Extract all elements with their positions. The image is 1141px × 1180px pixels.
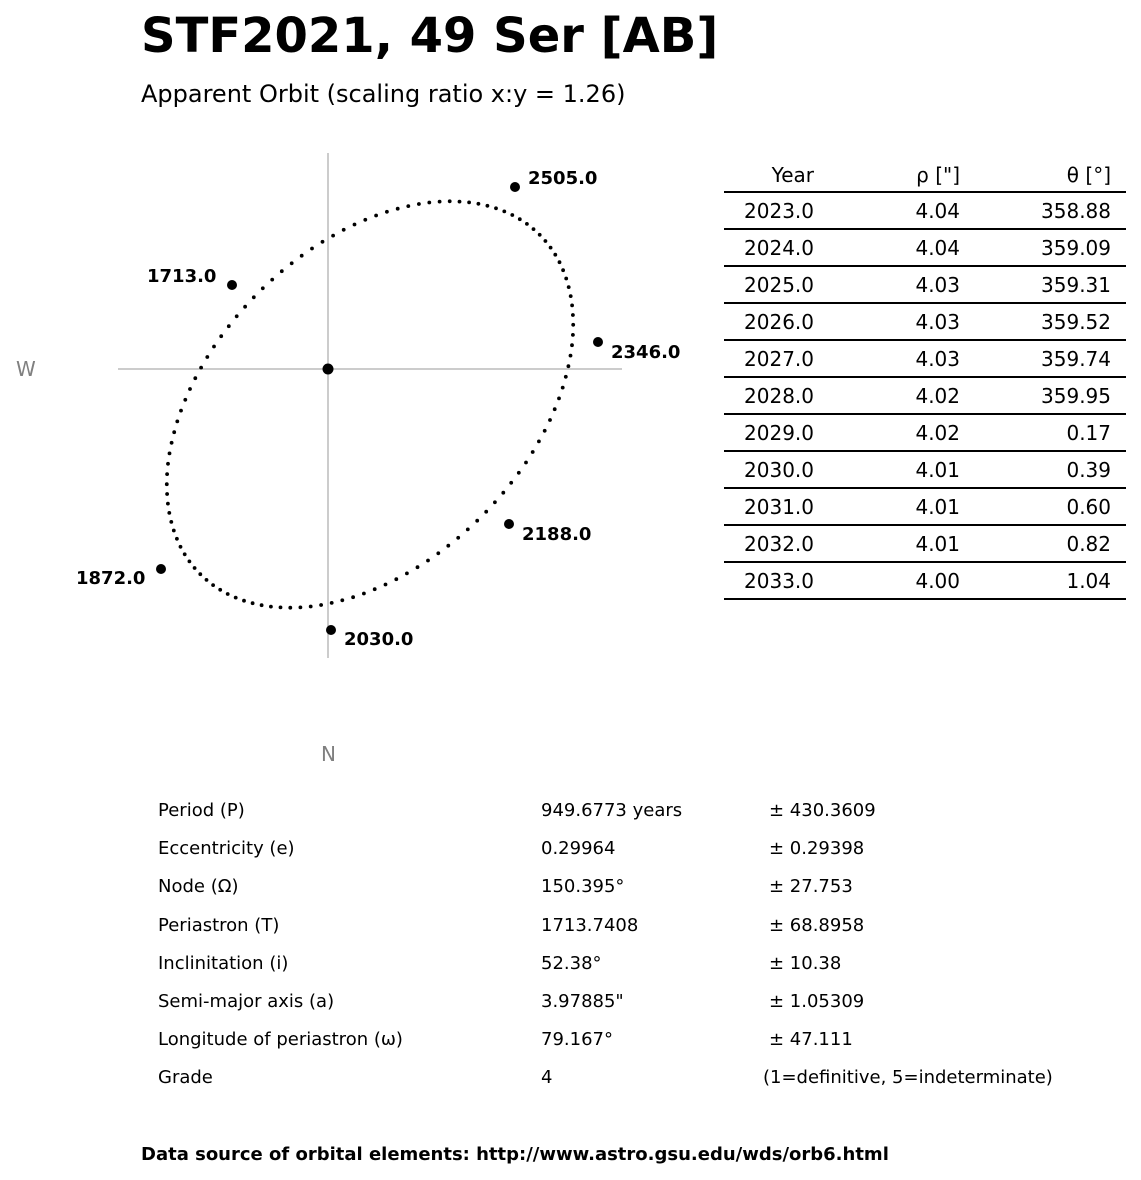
orbit-dot — [300, 254, 304, 258]
orbit-dot — [484, 510, 488, 514]
year-cell: 2033.0 — [724, 562, 814, 599]
orbit-dot — [518, 217, 522, 221]
year-cell: 2023.0 — [724, 192, 814, 229]
table-row — [724, 414, 1126, 451]
rho-cell: 4.00 — [814, 562, 960, 599]
orbit-dot — [438, 200, 442, 204]
element-error: ± 27.753 — [769, 876, 853, 898]
orbit-dot — [170, 441, 174, 445]
orbit-dot — [564, 375, 568, 379]
orbit-dot — [288, 606, 292, 610]
orbit-dot — [188, 560, 192, 564]
theta-cell: 0.60 — [960, 488, 1126, 525]
orbit-dot — [212, 345, 216, 349]
orbit-dot — [172, 430, 176, 434]
theta-header: θ [°] — [960, 158, 1126, 192]
orbit-dot — [351, 595, 355, 599]
rho-cell: 4.04 — [814, 192, 960, 229]
orbit-dot — [486, 204, 490, 208]
orbit-dot — [290, 261, 294, 265]
orbit-dot — [242, 599, 246, 603]
epoch-label: 1872.0 — [76, 568, 146, 589]
orbit-dot — [405, 572, 409, 576]
table-row — [724, 377, 1126, 414]
orbit-dot — [567, 285, 571, 289]
orbit-dot — [502, 210, 506, 214]
orbit-dot — [571, 323, 575, 327]
orbit-dot — [270, 278, 274, 282]
element-error: ± 430.3609 — [769, 800, 876, 821]
element-name: Period (P) — [158, 800, 245, 821]
element-value: 79.167° — [541, 1029, 613, 1051]
orbit-dot — [165, 472, 169, 476]
rho-cell: 4.03 — [814, 340, 960, 377]
element-value: 52.38° — [541, 952, 602, 974]
orbit-dot — [198, 572, 202, 576]
orbit-dot — [570, 304, 574, 308]
orbit-dot — [427, 201, 431, 205]
orbit-dot — [493, 500, 497, 504]
orbit-dot — [280, 269, 284, 273]
orbit-dot — [261, 286, 265, 290]
orbit-dot — [183, 552, 187, 556]
orbit-dot — [532, 227, 536, 231]
orbit-dot — [436, 551, 440, 555]
year-cell: 2031.0 — [724, 488, 814, 525]
orbit-dot — [384, 583, 388, 587]
orbit-dot — [211, 583, 215, 587]
year-header: Year — [724, 158, 814, 192]
element-error: ± 68.8958 — [769, 914, 865, 936]
element-name: Semi-major axis (a) — [158, 990, 335, 1012]
orbit-dot — [561, 268, 565, 272]
data-source-note: Data source of orbital elements: http://www.astro.gsu.edu/wds/orb6.html — [141, 1144, 889, 1165]
rho-cell: 4.03 — [814, 303, 960, 340]
rho-cell: 4.01 — [814, 451, 960, 488]
orbit-dot — [564, 277, 568, 281]
orbit-dot — [446, 544, 450, 548]
orbit-dot — [330, 601, 334, 605]
rho-cell: 4.01 — [814, 525, 960, 562]
orbit-dot — [557, 397, 561, 401]
orbit-dot — [501, 491, 505, 495]
orbit-dot — [169, 520, 173, 524]
year-cell: 2032.0 — [724, 525, 814, 562]
orbit-dot — [494, 206, 498, 210]
orbit-dot — [362, 592, 366, 596]
orbit-dot — [571, 313, 575, 317]
orbit-dot — [310, 247, 314, 251]
orbit-dot — [205, 578, 209, 582]
orbit-dot — [544, 239, 548, 243]
element-error: ± 10.38 — [769, 952, 842, 974]
orbit-dot — [475, 519, 479, 523]
ephemeris-table — [724, 158, 1126, 600]
epoch-marker — [326, 625, 336, 635]
orbit-dot — [321, 240, 325, 244]
epoch-marker — [593, 337, 603, 347]
table-row — [724, 192, 1126, 229]
orbit-dot — [226, 592, 230, 596]
orbit-dot — [538, 233, 542, 237]
epoch-markers — [76, 168, 680, 650]
orbit-dot — [319, 603, 323, 607]
orbit-dot — [466, 528, 470, 532]
element-error: ± 47.111 — [769, 1029, 853, 1051]
theta-cell: 358.88 — [960, 192, 1126, 229]
theta-cell: 359.52 — [960, 303, 1126, 340]
orbit-dot — [567, 364, 571, 368]
element-name: Inclinitation (i) — [158, 952, 289, 974]
theta-cell: 1.04 — [960, 562, 1126, 599]
orbit-dot — [553, 407, 557, 411]
orbit-dot — [373, 587, 377, 591]
orbit-dot — [179, 545, 183, 549]
orbit-dot — [279, 606, 283, 610]
orbit-dot — [252, 295, 256, 299]
element-value: 1713.7408 — [541, 914, 639, 936]
orbit-dot — [251, 601, 255, 605]
ephemeris-header-row — [724, 158, 1126, 192]
epoch-marker — [510, 182, 520, 192]
orbit-dot — [456, 536, 460, 540]
table-row — [724, 229, 1126, 266]
orbit-dot — [396, 207, 400, 211]
epoch-marker — [156, 564, 166, 574]
table-row — [724, 266, 1126, 303]
orbit-dot — [549, 246, 553, 250]
orbit-dot — [385, 210, 389, 214]
orbit-dot — [193, 376, 197, 380]
theta-cell: 359.74 — [960, 340, 1126, 377]
orbit-dot — [269, 605, 273, 609]
element-name: Longitude of periastron (ω) — [158, 1029, 403, 1051]
orbit-dot — [188, 387, 192, 391]
orbit-dot — [340, 598, 344, 602]
table-row — [724, 340, 1126, 377]
orbit-dot — [218, 588, 222, 592]
rho-cell: 4.01 — [814, 488, 960, 525]
orbit-dot — [172, 529, 176, 533]
theta-cell: 359.95 — [960, 377, 1126, 414]
orbit-dot — [524, 461, 528, 465]
orbit-dot — [342, 228, 346, 232]
orbit-dot — [569, 354, 573, 358]
year-cell: 2024.0 — [724, 229, 814, 266]
orbit-dot — [570, 343, 574, 347]
element-value: 4 — [541, 1067, 553, 1089]
epoch-label: 2505.0 — [528, 168, 598, 189]
orbit-dot — [179, 409, 183, 413]
orbit-dot — [543, 429, 547, 433]
epoch-label: 2188.0 — [522, 524, 592, 545]
orbit-dot — [537, 440, 541, 444]
orbit-dot — [227, 324, 231, 328]
year-cell: 2027.0 — [724, 340, 814, 377]
orbit-dot — [167, 511, 171, 515]
theta-cell: 0.82 — [960, 525, 1126, 562]
orbit-dot — [558, 260, 562, 264]
orbit-path — [165, 199, 575, 609]
rho-cell: 4.02 — [814, 414, 960, 451]
orbit-dot — [417, 202, 421, 206]
orbit-dot — [517, 471, 521, 475]
orbit-dot — [458, 200, 462, 204]
table-row — [724, 562, 1126, 599]
year-cell: 2030.0 — [724, 451, 814, 488]
element-name: Eccentricity (e) — [158, 838, 295, 860]
chart-title: STF2021, 49 Ser [AB] — [141, 8, 719, 64]
orbit-dot — [531, 450, 535, 454]
orbit-dot — [175, 537, 179, 541]
orbit-dot — [509, 481, 513, 485]
orbit-dot — [260, 603, 264, 607]
table-row — [724, 303, 1126, 340]
element-value: 3.97885" — [541, 990, 624, 1012]
rho-cell: 4.03 — [814, 266, 960, 303]
table-row — [724, 488, 1126, 525]
orbit-dot — [166, 502, 170, 506]
orbit-dot — [168, 452, 172, 456]
chart-subtitle: Apparent Orbit (scaling ratio x:y = 1.26) — [141, 80, 626, 108]
orbit-dot — [243, 305, 247, 309]
element-error: (1=definitive, 5=indeterminate) — [763, 1067, 1053, 1089]
orbit-dot — [416, 565, 420, 569]
year-cell: 2026.0 — [724, 303, 814, 340]
table-row — [724, 451, 1126, 488]
theta-cell: 359.31 — [960, 266, 1126, 303]
north-label: N — [321, 742, 336, 766]
epoch-label: 2346.0 — [611, 342, 681, 363]
orbit-dot — [571, 333, 575, 337]
orbit-dot — [165, 492, 169, 496]
orbit-dot — [448, 199, 452, 203]
year-cell: 2028.0 — [724, 377, 814, 414]
orbit-dot — [525, 222, 529, 226]
orbit-dot — [569, 294, 573, 298]
element-name: Grade — [158, 1067, 213, 1089]
epoch-marker — [504, 519, 514, 529]
orbit-dot — [353, 223, 357, 227]
orbit-dot — [183, 398, 187, 402]
element-name: Periastron (T) — [158, 914, 280, 936]
epoch-marker — [227, 280, 237, 290]
epoch-label: 2030.0 — [344, 629, 414, 650]
orbit-dot — [175, 420, 179, 424]
orbit-dot — [406, 204, 410, 208]
orbit-dot — [205, 355, 209, 359]
orbit-dot — [363, 218, 367, 222]
element-value: 150.395° — [541, 876, 625, 898]
rho-cell: 4.04 — [814, 229, 960, 266]
rho-header: ρ ["] — [814, 158, 960, 192]
orbit-dot — [234, 596, 238, 600]
west-label: W — [16, 357, 36, 381]
orbit-dot — [548, 418, 552, 422]
year-cell: 2025.0 — [724, 266, 814, 303]
orbit-dot — [374, 214, 378, 218]
orbit-dot — [477, 202, 481, 206]
year-cell: 2029.0 — [724, 414, 814, 451]
orbit-dot — [193, 566, 197, 570]
epoch-label: 1713.0 — [147, 266, 217, 287]
orbit-dot — [166, 462, 170, 466]
orbit-dot — [299, 606, 303, 610]
rho-cell: 4.02 — [814, 377, 960, 414]
orbit-dot — [309, 605, 313, 609]
element-name: Node (Ω) — [158, 876, 239, 898]
orbit-dot — [331, 234, 335, 238]
orbit-dot — [467, 201, 471, 205]
element-value: 0.29964 — [541, 838, 616, 860]
orbit-dot — [426, 559, 430, 563]
orbit-dot — [165, 482, 169, 486]
orbit-dot — [199, 366, 203, 370]
element-value: 949.6773 years — [541, 800, 683, 821]
theta-cell: 0.39 — [960, 451, 1126, 488]
table-row — [724, 525, 1126, 562]
orbit-dot — [219, 334, 223, 338]
orbit-dot — [553, 253, 557, 257]
orbit-dot — [235, 314, 239, 318]
element-error: ± 0.29398 — [769, 838, 865, 860]
theta-cell: 0.17 — [960, 414, 1126, 451]
primary-star-marker — [323, 364, 334, 375]
theta-cell: 359.09 — [960, 229, 1126, 266]
orbit-dot — [561, 386, 565, 390]
element-error: ± 1.05309 — [769, 990, 865, 1012]
orbit-dot — [394, 577, 398, 581]
orbit-dot — [510, 213, 514, 217]
